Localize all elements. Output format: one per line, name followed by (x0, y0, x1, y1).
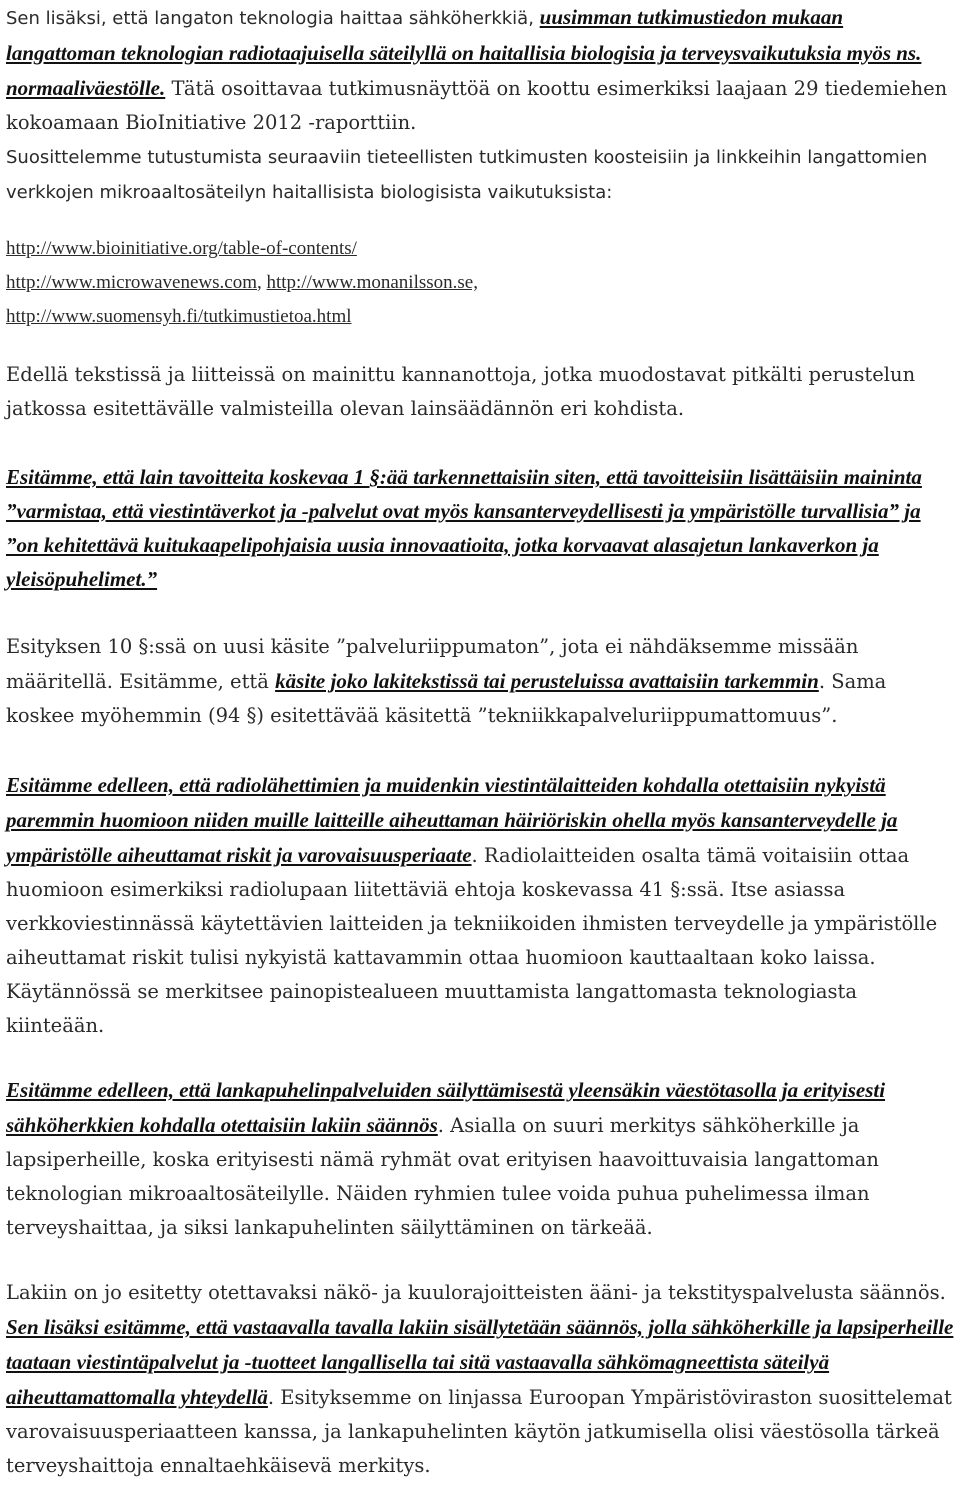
link-monanilsson[interactable]: http://www.monanilsson.se, (266, 272, 478, 293)
link-separator: , (257, 272, 267, 293)
link-list (6, 232, 956, 334)
link-microwavenews[interactable]: http://www.microwavenews.com (6, 272, 257, 293)
section-10-tail: . Sama koskee myöhemmin (94 §) esitettävää käsitettä ”tekniikkapalveluriippumattomuus”. (6, 670, 887, 727)
paragraph-section-10 (6, 630, 956, 733)
radio-text: . Radiolaitteiden osalta tämä voitaisiin ottaa huomioon esimerkiksi radiolupaan liitettäviä ehtoja koskevassa 41 §:ssä. Itse asiassa verkkoviestinnässä käytettävien laitteiden ja tekniikoiden ihmisten terveydelle ja ympäristölle aiheuttamat riskit tulisi nykyistä kattavammin ottaa huomioon kauttaaltaan koko laissa. Käytännössä se merkitsee painopistealueen muuttamista langattomasta teknologiasta kiinteään. (6, 844, 938, 1037)
section-10-text: Esityksen 10 §:ssä on uusi käsite ”palveluriippumaton”, jota ei nähdäksemme missään määritellä. Esitämme, että (6, 635, 859, 693)
accessibility-emphasis: Sen lisäksi esitämme, että vastaavalla tavalla lakiin sisällytetään säännös, jolla sähköherkille ja lapsiperheille taataan viestintäpalvelut ja -tuotteet langallisella tai sitä vastaavalla sähkömagneettista säteilyä aiheuttamattomalla yhteydellä (6, 1315, 954, 1409)
paragraph-radio-transmitters (6, 768, 958, 1043)
intro-recommendation: Suosittelemme tutustumista seuraaviin tieteellisten tutkimusten koosteisiin ja linkkeihin langattomien verkkojen mikroaaltosäteilyn haitallisista biologisista vaikutuksista: (6, 147, 928, 203)
section-10-emphasis: käsite joko lakitekstissä tai perusteluissa avattaisiin tarkemmin (275, 669, 819, 693)
intro-bioinitiative-text: Tätä osoittavaa tutkimusnäyttöä on koottu esimerkiksi laajaan 29 tiedemiehen kokoamaan BioInitiative 2012 -raporttiin. (6, 77, 948, 134)
link-bioinitiative[interactable]: http://www.bioinitiative.org/table-of-contents/ (6, 238, 357, 259)
landline-emphasis: Esitämme edelleen, että lankapuhelinpalveluiden säilyttämisestä yleensäkin väestötasolla ja erityisesti sähköherkkien kohdalla otettaisiin lakiin säännös (6, 1078, 886, 1137)
accessibility-tail: . Esityksemme on linjassa Euroopan Ympäristöviraston suosittelemat varovaisuusperiaatteen kanssa, ja lankapuhelinten käytön jatkumisella olisi väestösolla tärkeä terveyshaittoja ennaltaehkäisevä merkitys. (6, 1386, 952, 1477)
intro-text: Sen lisäksi, että langaton teknologia haittaa sähköherkkiä, (6, 8, 540, 29)
intro-emphasis: uusimman tutkimustiedon mukaan langattoman teknologian radiotaajuisella säteilyllä on haitallisia biologisia ja terveysvaikutuksia myös ns. normaaliväestölle. (6, 5, 922, 100)
landline-text: . Asialla on suuri merkitys sähköherkille ja lapsiperheille, koska erityisesti nämä ryhmät ovat erityisen haavoittuvaisia langattoman teknologian mikroaaltosäteilylle. Näiden ryhmien tulee voida puhua puhelimessa ilman terveyshaittaa, ja siksi lankapuhelinten säilyttäminen on tärkeää. (6, 1114, 879, 1239)
radio-emphasis: Esitämme edelleen, että radiolähettimien ja muidenkin viestintälaitteiden kohdalla otettaisiin nykyistä paremmin huomioon niiden muille laitteille aiheuttaman häiriöriskin ohella myös kansanterveydelle ja ympäristölle aiheuttamat riskit ja varovaisuusperiaate (6, 773, 898, 867)
paragraph-accessibility (6, 1276, 956, 1483)
accessibility-text: Lakiin on jo esitetty otettavaksi näkö- ja kuulorajoitteisten ääni- ja tekstityspalvelusta säännös. (6, 1281, 946, 1304)
link-suomensyh[interactable]: http://www.suomensyh.fi/tutkimustietoa.html (6, 306, 352, 327)
paragraph-intro (6, 0, 956, 210)
paragraph-justification: Edellä tekstissä ja liitteissä on mainittu kannanottoja, jotka muodostavat pitkälti perustelun jatkossa esitettävälle valmisteilla olevan lainsäädännön eri kohdista. (6, 363, 916, 420)
paragraph-proposal-section-1: Esitämme, että lain tavoitteita koskevaa 1 §:ää tarkennettaisiin siten, että tavoitteisiin lisättäisiin maininta ”varmistaa, että viestintäverkot ja -palvelut ovat myös kansanterveydellisesti ja ympäristölle turvallisia” ja ”on kehitettävä kuitukaapelipohjaisia uusia innovaatioita, jotka korvaavat alasajetun lankaverkon ja yleisöpuhelimet.” (6, 465, 922, 591)
paragraph-landline (6, 1073, 956, 1245)
